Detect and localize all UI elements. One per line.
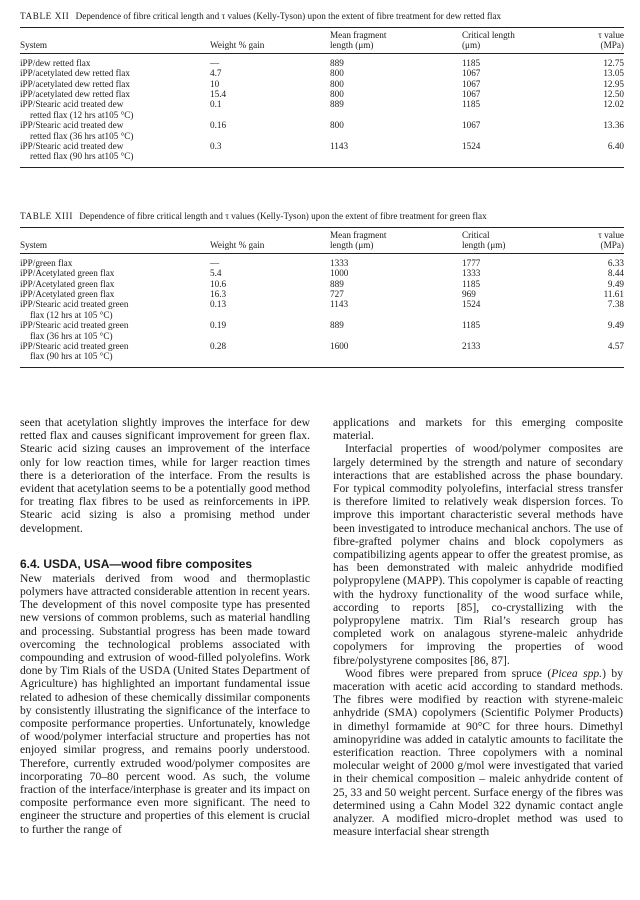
cell-tau-value: 12.95 — [603, 78, 624, 89]
table-xii-body — [20, 58, 624, 162]
table-row — [20, 68, 624, 78]
cell-system-line2: flax (36 hrs at 105 °C) — [30, 330, 113, 341]
cell-system-line1: iPP/acetylated dew retted flax — [20, 68, 130, 79]
header-tau — [582, 28, 624, 53]
cell-critical-length: 1185 — [462, 278, 481, 289]
cell-system — [20, 268, 210, 278]
cell-mean-length: 1000 — [330, 268, 349, 279]
cell-system-line1: iPP/Stearic acid treated green — [20, 341, 129, 352]
cell-mean-length: 800 — [330, 68, 344, 79]
cell-mean-length: 889 — [330, 320, 344, 331]
cell-weight-gain: 10 — [210, 78, 220, 89]
cell-system-line1: iPP/Stearic acid treated green — [20, 299, 129, 310]
cell-tau-value: 6.33 — [607, 257, 624, 268]
cell-tau-value: 9.49 — [607, 278, 624, 289]
table-xiii — [20, 210, 624, 368]
cell-weight-gain: 4.7 — [210, 68, 222, 79]
cell-critical-length: 969 — [462, 289, 476, 300]
header-critical-length-line1: Critical length — [462, 30, 515, 40]
cell-weight-gain: 16.3 — [210, 289, 227, 300]
table-row — [20, 299, 624, 320]
table-row — [20, 289, 624, 299]
left-paragraph-2: New materials derived from wood and thermoplastic polymers have attracted considerable attention in recent years. The development of this novel composite type has presented new versions of common problems, such as material handling and processing. Substantial progress has been made toward overcoming the technological problems associated with compounding and extrusion of wood-filled polyolefins. Work done by Tim Rials of the USDA (United States Department of Agriculture) has highlighted an important fundamental issue related to adhesion of these chemically dissimilar components by consistently illustrating the significance of the interface to composite performance properties. Unfortunately, knowledge of wood/polymer interfacial structure and properties has not enjoyed similar progress, and remains poorly understood. Therefore, currently extruded wood/polymer composites are incorporating 70–80 percent wood. As such, the volume fraction of the interface/interphase is greater and its impact on composite performance even more significant. The need to engineer the structure and properties of this element is crucial to further the range of — [20, 571, 310, 836]
table-xiii-grid — [20, 228, 624, 253]
header-tau-line1: τ value — [598, 30, 624, 40]
table-row — [20, 341, 624, 362]
cell-critical-length: 1067 — [462, 68, 481, 79]
cell-system — [20, 58, 210, 68]
cell-system — [20, 89, 210, 99]
header-critical-length — [462, 28, 582, 53]
header-mean-length-line2: length (μm) — [330, 40, 374, 51]
cell-system-line1: iPP/Stearic acid treated green — [20, 320, 129, 331]
cell-system-line1: iPP/Acetylated green flax — [20, 278, 115, 289]
header-critical-length-line2: (μm) — [462, 40, 481, 51]
header-weight: Weight % gain — [210, 40, 265, 51]
cell-tau-value: 9.49 — [607, 320, 624, 331]
cell-critical-length: 1067 — [462, 78, 481, 89]
species-name-italic: Picea spp. — [551, 666, 603, 680]
cell-mean-length: 889 — [330, 57, 344, 68]
left-column — [20, 416, 310, 836]
cell-system-line1: iPP/acetylated dew retted flax — [20, 89, 130, 100]
cell-mean-length: 1143 — [330, 299, 349, 310]
cell-system — [20, 79, 210, 89]
cell-mean-length: 1600 — [330, 341, 349, 352]
cell-weight-gain: 0.28 — [210, 341, 227, 352]
table-xiii-body — [20, 258, 624, 362]
cell-critical-length: 1067 — [462, 89, 481, 100]
cell-weight-gain: 0.16 — [210, 120, 227, 131]
section-gap — [20, 535, 310, 557]
cell-weight-gain: 0.1 — [210, 99, 222, 110]
right-column — [333, 416, 623, 839]
table-xiii-caption — [20, 210, 624, 222]
cell-weight-gain: 0.3 — [210, 141, 222, 152]
cell-tau-value: 6.40 — [607, 141, 624, 152]
cell-system-line1: iPP/Acetylated green flax — [20, 289, 115, 300]
cell-critical-length: 1067 — [462, 120, 481, 131]
cell-weight-gain: 0.19 — [210, 320, 227, 331]
cell-weight-gain: 5.4 — [210, 268, 222, 279]
table-xii-header-row — [20, 28, 624, 53]
table-xiii-bottom-rule — [20, 367, 624, 368]
cell-tau-value: 12.50 — [603, 89, 624, 100]
cell-critical-length: 1524 — [462, 299, 481, 310]
table-xii — [20, 10, 624, 168]
table-xii-caption — [20, 10, 624, 22]
cell-critical-length: 1777 — [462, 257, 481, 268]
cell-system — [20, 120, 210, 141]
cell-weight-gain: 10.6 — [210, 278, 227, 289]
table-xii-grid — [20, 28, 624, 53]
header-system: System — [20, 40, 48, 51]
table-xiii-label: TABLE XIII — [20, 211, 73, 221]
cell-critical-length: 1524 — [462, 141, 481, 152]
cell-tau-value: 8.44 — [607, 268, 624, 279]
cell-system-line1: iPP/dew retted flax — [20, 57, 91, 68]
cell-system-line1: iPP/Stearic acid treated dew — [20, 120, 124, 131]
right-paragraph-3 — [333, 667, 623, 839]
cell-system — [20, 258, 210, 268]
cell-tau-value: 4.57 — [607, 341, 624, 352]
right-paragraph-2: Interfacial properties of wood/polymer composites are largely determined by the strength and nature of secondary interactions that are established across the phase boundary. For typical commodity polyolefins, interfacial stress transfer is therefore limited to relatively weak dispersion forces. To improve this important characteristic several methods have been investigated to introduce mechanical anchors. The use of fibre-grafted polymer chains and block copolymers as compatibilizing agents appear to offer the greatest promise, as has been demonstrated with maleic anhydride modified polypropylene (MAPP). This copolymer is capable of reacting with the hydroxy functionality of the wood surface while, according to reports [85], co-crystallizing with the polypropylene matrix. Tim Rial’s research group has completed work on analagous styrene-maleic anhydride copolymers for improving the properties of wood fibre/polystyrene composites [86, 87]. — [333, 442, 623, 667]
table-xii-caption-text: Dependence of fibre critical length and τ values (Kelly-Tyson) upon the extent of fibre treatment for dew retted flax — [75, 11, 502, 21]
cell-tau-value: 13.36 — [603, 120, 624, 131]
cell-system-line1: iPP/acetylated dew retted flax — [20, 78, 130, 89]
cell-mean-length: 727 — [330, 289, 344, 300]
header-tau-line2: (MPa) — [600, 240, 624, 251]
cell-system — [20, 341, 210, 362]
table-row — [20, 89, 624, 99]
cell-weight-gain: 15.4 — [210, 89, 227, 100]
cell-system-line1: iPP/Acetylated green flax — [20, 268, 115, 279]
cell-system-line1: iPP/Stearic acid treated dew — [20, 141, 124, 152]
table-row — [20, 268, 624, 278]
cell-system — [20, 141, 210, 162]
cell-critical-length: 1185 — [462, 57, 481, 68]
cell-system-line2: retted flax (12 hrs at105 °C) — [30, 109, 134, 120]
table-row — [20, 99, 624, 120]
table-row — [20, 258, 624, 268]
cell-weight-gain: — — [210, 57, 220, 68]
header-critical-length-line1: Critical — [462, 230, 490, 240]
cell-system — [20, 289, 210, 299]
cell-mean-length: 889 — [330, 278, 344, 289]
cell-weight-gain: 0.13 — [210, 299, 227, 310]
cell-critical-length: 1185 — [462, 99, 481, 110]
cell-system — [20, 68, 210, 78]
header-mean-length-line2: length (μm) — [330, 240, 374, 251]
cell-tau-value: 11.61 — [603, 289, 624, 300]
header-weight: Weight % gain — [210, 240, 265, 251]
cell-system-line2: retted flax (90 hrs at105 °C) — [30, 151, 134, 162]
cell-critical-length: 1333 — [462, 268, 481, 279]
table-xii-bottom-rule — [20, 167, 624, 168]
table-row — [20, 79, 624, 89]
table-xiii-header-row — [20, 228, 624, 253]
cell-tau-value: 12.75 — [603, 57, 624, 68]
header-tau — [582, 228, 624, 253]
right-paragraph-1: applications and markets for this emerging composite material. — [333, 416, 623, 443]
cell-tau-value: 13.05 — [603, 68, 624, 79]
cell-system — [20, 299, 210, 320]
header-mean-length-line1: Mean fragment — [330, 30, 387, 40]
cell-tau-value: 12.02 — [603, 99, 624, 110]
header-tau-line1: τ value — [598, 230, 624, 240]
cell-system-line2: flax (90 hrs at 105 °C) — [30, 351, 113, 362]
cell-tau-value: 7.38 — [607, 299, 624, 310]
cell-system — [20, 99, 210, 120]
cell-mean-length: 889 — [330, 99, 344, 110]
header-mean-length — [330, 28, 462, 53]
cell-weight-gain: — — [210, 257, 220, 268]
cell-critical-length: 2133 — [462, 341, 481, 352]
right-paragraph-3-part-a: Wood fibres were prepared from spruce ( — [345, 666, 552, 680]
table-row — [20, 58, 624, 68]
cell-system-line1: iPP/green flax — [20, 257, 73, 268]
table-row — [20, 120, 624, 141]
cell-system-line2: retted flax (36 hrs at105 °C) — [30, 130, 134, 141]
cell-mean-length: 800 — [330, 89, 344, 100]
header-system: System — [20, 240, 48, 251]
cell-mean-length: 800 — [330, 120, 344, 131]
table-xii-header-rule — [20, 53, 624, 54]
cell-system — [20, 279, 210, 289]
cell-critical-length: 1185 — [462, 320, 481, 331]
table-row — [20, 141, 624, 162]
right-paragraph-3-part-b: ) by maceration with acetic acid according to standard methods. The fibres were modified by reaction with styrene-maleic anhydride (SMA) copolymers (Scientific Polymer Products) in dimethyl formamide at 90°C for three hours. Dimethyl aminopyridine was added in catalytic amounts to facilitate the esterification reaction. Three copolymers with a nominal molecular weight of 2000 g/mol were investigated that varied in their chemical composition – maleic anhydride content of 25, 33 and 50 weight percent. Surface energy of the fibres was determined using a Cahn Model 322 dynamic contact angle analyzer. A modified micro-droplet method was used to measure interfacial shear strength — [333, 666, 623, 839]
header-mean-length — [330, 228, 462, 253]
header-mean-length-line1: Mean fragment — [330, 230, 387, 240]
table-xiii-header-rule — [20, 253, 624, 254]
cell-mean-length: 1143 — [330, 141, 349, 152]
left-paragraph-1: seen that acetylation slightly improves the interface for dew retted flax and causes significant improvement for green flax. Stearic acid sizing causes an improvement of the interface only for low reaction times, while for larger reaction times there is a deterioration of the interface. From the results is evident that acetylation seems to be a potentially good method for treating flax fibres to be used as reinforcements in iPP. Stearic acid sizing is also a promising method under development. — [20, 416, 310, 535]
header-critical-length-line2: length (μm) — [462, 240, 506, 251]
table-xiii-caption-text: Dependence of fibre critical length and τ values (Kelly-Tyson) upon the extent of fibre treatment for green flax — [79, 211, 487, 221]
cell-system — [20, 320, 210, 341]
header-critical-length — [462, 228, 582, 253]
header-tau-line2: (MPa) — [600, 40, 624, 51]
cell-mean-length: 1333 — [330, 257, 349, 268]
section-heading: 6.4. USDA, USA—wood fibre composites — [20, 556, 253, 571]
cell-system-line2: flax (12 hrs at 105 °C) — [30, 309, 113, 320]
table-row — [20, 320, 624, 341]
table-xii-label: TABLE XII — [20, 11, 70, 21]
table-row — [20, 279, 624, 289]
cell-system-line1: iPP/Stearic acid treated dew — [20, 99, 124, 110]
cell-mean-length: 800 — [330, 78, 344, 89]
